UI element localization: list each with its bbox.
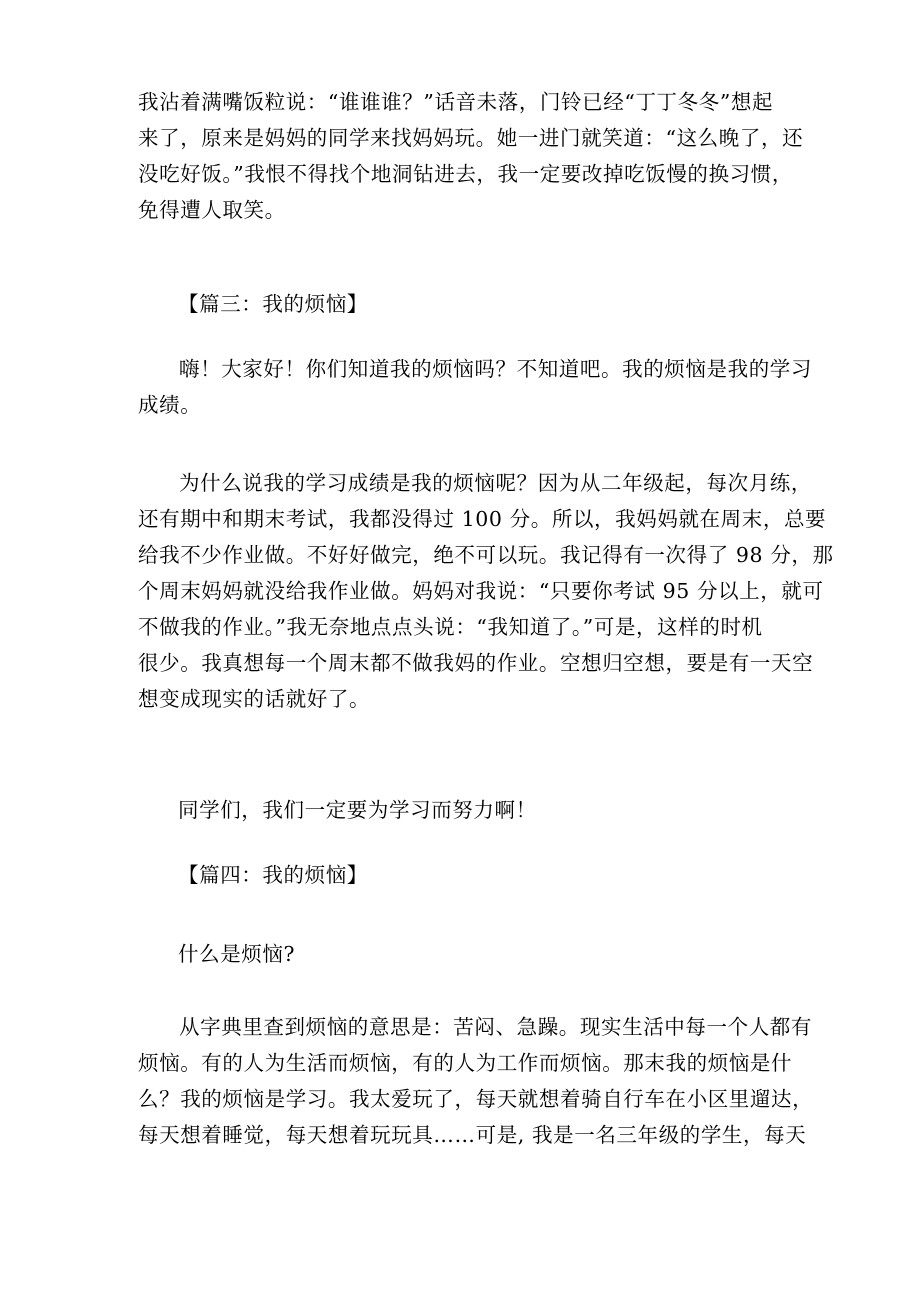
paragraph-study-grades	[138, 465, 834, 717]
paragraph-encouragement: 同学们，我们一定要为学习而努力啊！	[178, 798, 537, 822]
paragraph-question: 什么是烦恼?	[178, 942, 296, 966]
paragraph-definition	[138, 1009, 814, 1153]
paragraph-greeting	[138, 351, 812, 423]
text-line: 很少。我真想每一个周末都不做我妈的作业。空想归空想，要是有一天空	[138, 651, 814, 675]
text-line: 为什么说我的学习成绩是我的烦恼呢？因为从二年级起，每次月练，	[179, 471, 812, 495]
text-line: 每天想着睡觉，每天想着玩玩具……可是, 我是一名三年级的学生，每天	[138, 1123, 807, 1147]
text-line: 嗨！大家好！你们知道我的烦恼吗？不知道吧。我的烦恼是我的学习	[179, 357, 812, 381]
text-line: 个周末妈妈就没给我作业做。妈妈对我说：“只要你考试 95 分以上，就可	[138, 579, 824, 603]
text-line: 想变成现实的话就好了。	[138, 687, 371, 711]
text-line: 免得遭人取笑。	[138, 198, 286, 222]
text-line: 么？我的烦恼是学习。我太爱玩了，每天就想着骑自行车在小区里遛达，	[138, 1087, 814, 1111]
text-line: 来了，原来是妈妈的同学来找妈妈玩。她一进门就笑道：“这么晚了，还	[138, 126, 804, 150]
section-heading-3: 【篇三：我的烦恼】	[178, 292, 368, 316]
text-line: 没吃好饭。”我恨不得找个地洞钻进去，我一定要改掉吃饭慢的换习惯，	[138, 162, 793, 186]
text-line: 烦恼。有的人为生活而烦恼，有的人为工作而烦恼。那末我的烦恼是什	[138, 1051, 793, 1075]
text-line: 我沾着满嘴饭粒说：“谁谁谁？”话音未落，门铃已经“丁丁冬冬”想起	[138, 90, 774, 114]
paragraph-dinner-ending	[138, 84, 804, 228]
text-line: 从字典里查到烦恼的意思是：苦闷、急躁。现实生活中每一个人都有	[179, 1015, 812, 1039]
section-heading-4: 【篇四：我的烦恼】	[178, 863, 368, 887]
text-line: 给我不少作业做。不好好做完，绝不可以玩。我记得有一次得了 98 分，那	[138, 543, 834, 567]
text-line: 成绩。	[138, 393, 202, 417]
text-line: 不做我的作业。”我无奈地点点头说：“我知道了。”可是，这样的时机	[138, 615, 763, 639]
text-line: 还有期中和期末考试，我都没得过 100 分。所以，我妈妈就在周末，总要	[138, 507, 827, 531]
